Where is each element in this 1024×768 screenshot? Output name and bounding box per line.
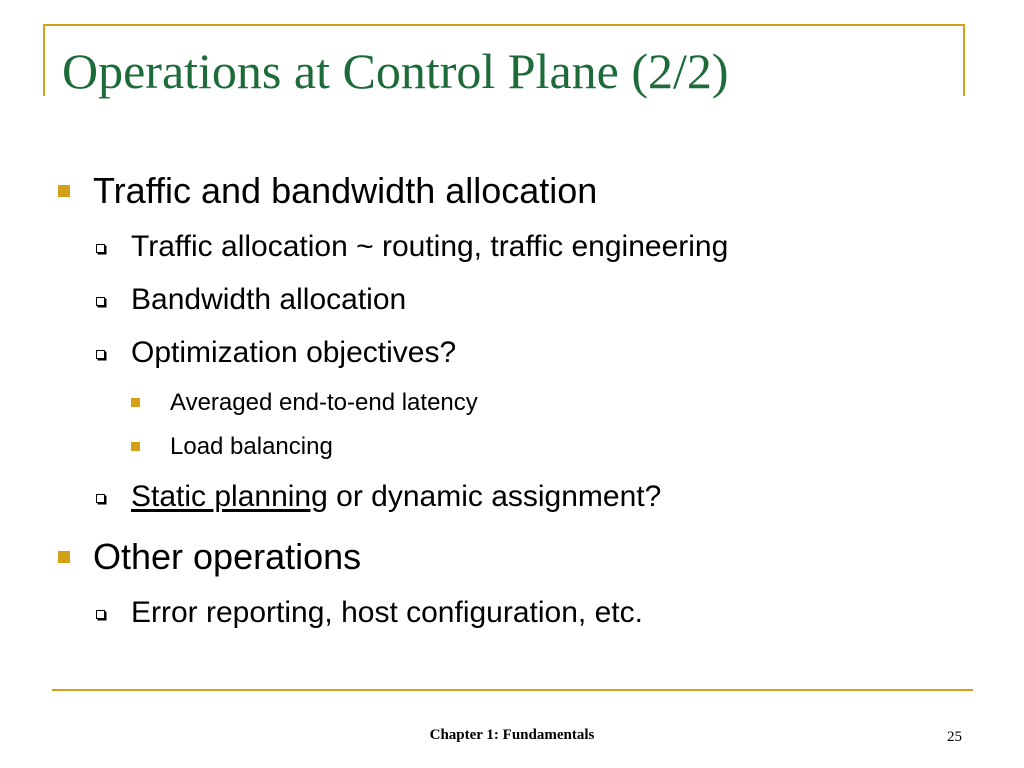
hollow-square-bullet-icon — [96, 350, 105, 359]
sub-bullet-text: Optimization objectives? — [131, 336, 457, 369]
sub-bullet-text-rest: or dynamic assignment? — [327, 480, 662, 513]
sub-sub-bullet-text: Averaged end-to-end latency — [170, 389, 478, 416]
page-number: 25 — [947, 729, 962, 745]
square-bullet-icon — [131, 442, 140, 451]
bullet-text: Other operations — [93, 536, 362, 577]
title-frame-left — [43, 24, 45, 96]
sub-bullet-text: Error reporting, host configuration, etc. — [131, 596, 643, 629]
footer-chapter: Chapter 1: Fundamentals — [429, 727, 595, 743]
title-frame-top — [43, 24, 965, 26]
slide-title: Operations at Control Plane (2/2) — [62, 43, 729, 99]
square-bullet-icon — [58, 551, 70, 563]
hollow-square-bullet-icon — [96, 244, 105, 253]
footer-divider — [52, 689, 973, 691]
sub-bullet-text: Traffic allocation ~ routing, traffic engineering — [131, 230, 729, 263]
bullet-text: Traffic and bandwidth allocation — [93, 170, 598, 211]
hollow-square-bullet-icon — [96, 610, 105, 619]
sub-sub-bullet-text: Load balancing — [170, 433, 333, 460]
square-bullet-icon — [131, 398, 140, 407]
hollow-square-bullet-icon — [96, 297, 105, 306]
title-frame-right — [963, 24, 965, 96]
static-planning-link[interactable]: Static planning — [131, 480, 328, 513]
hollow-square-bullet-icon — [96, 494, 105, 503]
square-bullet-icon — [58, 185, 70, 197]
sub-bullet-text: Bandwidth allocation — [131, 283, 407, 316]
sub-bullet-text — [131, 479, 661, 515]
